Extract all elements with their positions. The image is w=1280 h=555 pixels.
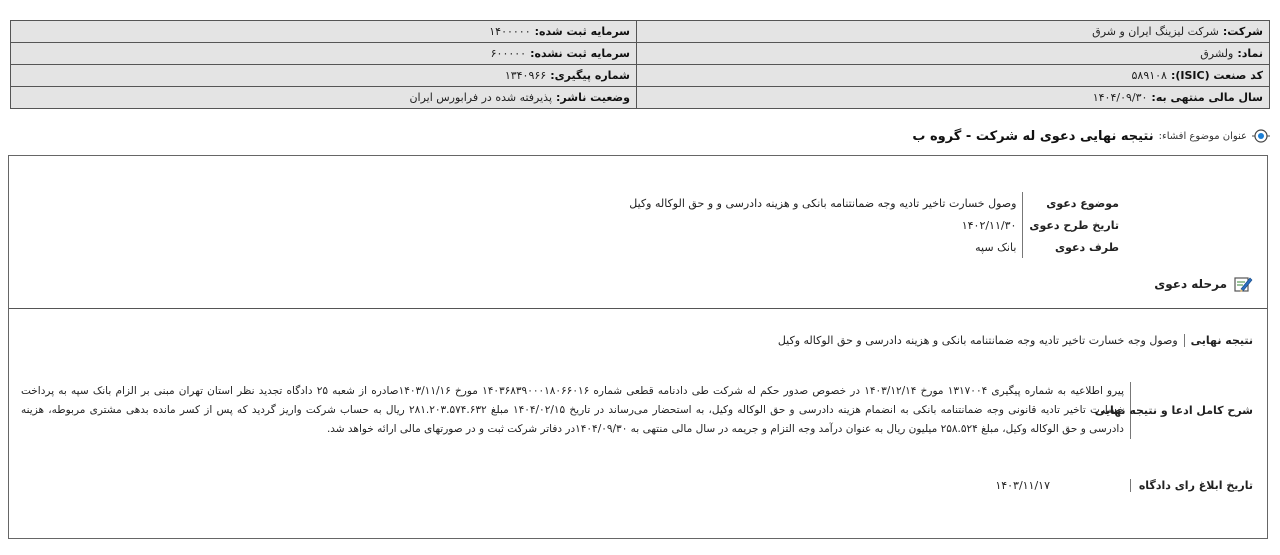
claim-subject-row <box>623 192 1119 214</box>
claim-subject-value: وصول خسارت تاخیر تادیه وجه ضمانتنامه بانکی و هزینه دادرسی و و حق الوکاله وکیل <box>629 196 1017 210</box>
fiscal-year-cell <box>637 87 1270 109</box>
symbol-cell <box>637 43 1270 65</box>
notify-date-value: ۱۴۰۳/۱۱/۱۷ <box>995 478 1050 492</box>
description-row <box>21 382 1253 439</box>
party-value: بانک سپه <box>975 240 1017 254</box>
info-row <box>11 87 1270 109</box>
capital-unregistered-value: ۶۰۰۰۰۰ <box>490 47 527 60</box>
isic-cell <box>637 65 1270 87</box>
company-info-table <box>10 20 1270 109</box>
notify-date-row <box>995 474 1253 496</box>
info-row <box>11 21 1270 43</box>
filing-date-row <box>623 214 1119 236</box>
symbol-label: نماد: <box>1237 47 1263 60</box>
tracking-number-label: شماره پیگیری: <box>550 69 630 82</box>
capital-registered-cell <box>11 21 637 43</box>
claim-details <box>623 192 1119 258</box>
symbol-value: ولشرق <box>1200 47 1234 60</box>
tracking-number-value: ۱۳۴۰۹۶۶ <box>504 69 547 82</box>
final-result-row <box>778 334 1253 347</box>
stage-label: مرحله دعوی <box>1154 277 1227 291</box>
final-result-label: نتیجه نهایی <box>1184 334 1253 347</box>
capital-registered-value: ۱۴۰۰۰۰۰ <box>489 25 531 38</box>
fiscal-year-value: ۱۴۰۴/۰۹/۳۰ <box>1092 91 1148 104</box>
divider <box>9 308 1267 309</box>
claim-panel <box>8 155 1268 539</box>
final-result-value: وصول وجه خسارت تاخیر تادیه وجه ضمانتنامه بانکی و هزینه دادرسی و حق الوکاله وکیل <box>777 334 1178 347</box>
edit-icon <box>1233 274 1253 294</box>
claim-subject-label: موضوع دعوی <box>1023 192 1119 214</box>
filing-date-value: ۱۴۰۲/۱۱/۳۰ <box>961 218 1017 232</box>
publisher-status-cell <box>11 87 637 109</box>
capital-unregistered-label: سرمایه ثبت نشده: <box>530 47 630 60</box>
party-row <box>623 236 1119 258</box>
disclosure-title: نتیجه نهایی دعوی له شرکت - گروه ب <box>912 128 1154 144</box>
capital-registered-label: سرمایه ثبت شده: <box>534 25 630 38</box>
stage-header <box>1154 274 1253 294</box>
filing-date-label: تاریخ طرح دعوی <box>1023 214 1119 236</box>
tracking-number-cell <box>11 65 637 87</box>
info-row <box>11 65 1270 87</box>
disclosure-subject <box>912 127 1270 145</box>
publisher-status-label: وضعیت ناشر: <box>556 91 630 104</box>
target-icon <box>1252 127 1270 145</box>
capital-unregistered-cell <box>11 43 637 65</box>
disclosure-prefix: عنوان موضوع افشاء: <box>1158 130 1247 142</box>
company-label: شرکت: <box>1222 25 1263 38</box>
publisher-status-value: پذیرفته شده در فرابورس ایران <box>409 91 553 104</box>
company-cell <box>637 21 1270 43</box>
info-row <box>11 43 1270 65</box>
description-label: شرح کامل ادعا و نتیجه نهایی <box>1130 382 1253 439</box>
description-text: پیرو اطلاعیه به شماره پیگیری ۱۳۱۷۰۰۴ مورخ ۱۴۰۳/۱۲/۱۴ در خصوص صدور حکم له شرکت طی دادنامه قطعی شماره ۱۴۰۳۶۸۳۹۰۰۰۱۸۰۶۶۰۱۶ مورخ ۱۴۰۳/۱۱/۱۶صادره از شعبه ۲۵ دادگاه تجدید نظر استان تهران مبنی بر الزام بانک سپه به پرداخت خسارت تاخیر تادیه قانونی وجه ضمانتنامه بانکی به انضمام هزینه دادرسی و حق الوکاله وکیل، به استحضار می‌رساند در تاریخ ۱۴۰۴/۰۲/۱۵ مبلغ ۲۸۱.۲۰۳.۵۷۴.۶۳۲ ریال به حساب شرکت واریز گردید که پس از کسر مانده بدهی مشتری مربوطه، هزینه دادرسی و حق الوکاله وکیل، مبلغ ۲۵۸.۵۲۴ میلیون ریال به عنوان درآمد وجه التزام و جریمه در سال مالی منتهی به ۱۴۰۴/۰۹/۳۰در دفاتر شرکت ثبت و در صورتهای مالی ارائه خواهد شد. <box>21 385 1125 435</box>
isic-label: کد صنعت (ISIC): <box>1170 69 1263 82</box>
notify-date-label: تاریخ ابلاغ رای دادگاه <box>1130 479 1253 492</box>
party-label: طرف دعوی <box>1023 236 1119 258</box>
company-value: شرکت لیزینگ ایران و شرق <box>1092 25 1219 38</box>
fiscal-year-label: سال مالی منتهی به: <box>1151 91 1263 104</box>
isic-value: ۵۸۹۱۰۸ <box>1131 69 1167 82</box>
